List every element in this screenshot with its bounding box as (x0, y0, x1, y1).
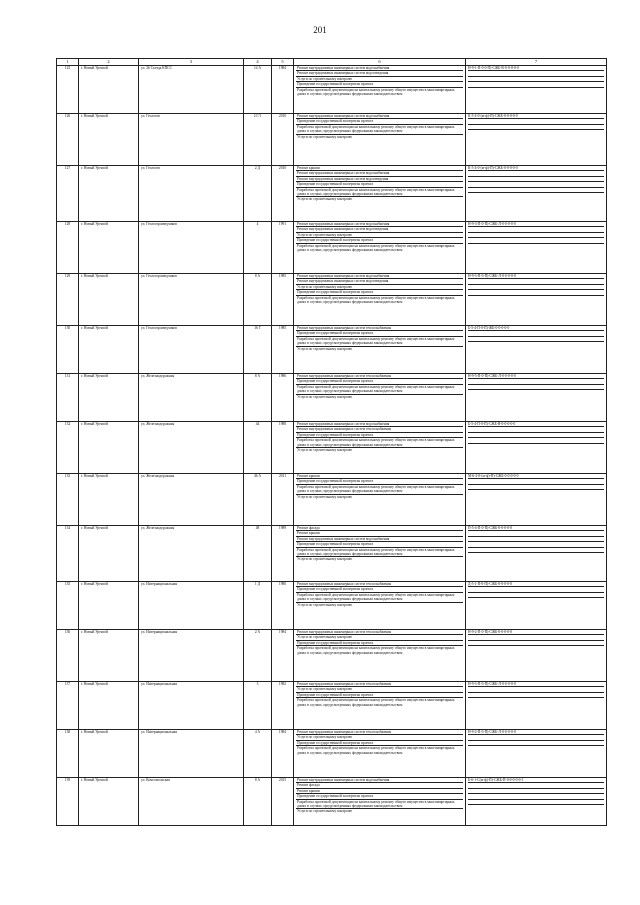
work-item: Проведение государственной экспертизы проекта (296, 542, 463, 547)
row-code-cell (468, 130, 604, 134)
work-item: Услуги по строительному контролю (296, 687, 463, 692)
row-street: ул. Интернациональная (139, 630, 244, 682)
work-item: Проведение государственной экспертизы проекта (296, 119, 463, 124)
row-code-cell (468, 88, 604, 92)
row-street: ул. Железнодорожная (139, 422, 244, 474)
row-code-value: Н-9-3-П-0-П)-СЖБ-Л-0-0-0-0-0 (468, 222, 604, 227)
row-city: г. Новый Уренгой (79, 682, 139, 730)
row-code (466, 730, 607, 778)
header-col-1: 1 (57, 59, 79, 66)
row-code-cell (468, 698, 604, 702)
work-item: Ремонт внутридомовых инженерных систем теплоснабжения (296, 730, 463, 735)
row-number: 133 (57, 474, 79, 526)
table-row (57, 274, 607, 326)
row-street: ул. Геологоразведчиков (139, 326, 244, 374)
row-street: ул. Геологов (139, 114, 244, 166)
row-city: г. Новый Уренгой (79, 222, 139, 274)
row-house: 48 (244, 526, 272, 582)
row-code (466, 630, 607, 682)
table-row (57, 222, 607, 274)
row-code-cell (468, 490, 604, 494)
work-item: Проведение государственной экспертизы проекта (296, 433, 463, 438)
work-item: Услуги по строительному контролю (297, 557, 353, 562)
row-city: г. Новый Уренгой (79, 422, 139, 474)
work-item: Ремонт внутридомовых инженерных систем водоотведения (296, 177, 463, 182)
row-code-value: К-5-4-0-(м-ф)-П)-СЖБ-0-0-0-0-0 (468, 114, 604, 119)
row-works (294, 222, 466, 274)
row-number: 134 (57, 526, 79, 582)
table-row (57, 526, 607, 582)
row-code (466, 222, 607, 274)
work-item: Ремонт внутридомовых инженерных систем водоснабжения (296, 778, 463, 783)
row-number: 138 (57, 730, 79, 778)
work-item: Проведение государственной экспертизы проекта (296, 82, 463, 87)
table-row (57, 730, 607, 778)
row-number: 128 (57, 222, 79, 274)
row-city: г. Новый Уренгой (79, 582, 139, 630)
table-row (57, 66, 607, 114)
work-item: Услуги по строительному контролю (296, 285, 463, 290)
row-city: г. Новый Уренгой (79, 474, 139, 526)
row-street: ул. Геологоразведчиков (139, 222, 244, 274)
work-item: Ремонт внутридомовых инженерных систем водоснабжения (296, 114, 463, 119)
row-house: 46 А (244, 474, 272, 526)
row-street: ул. Интернациональная (139, 730, 244, 778)
header-col-2: 2 (79, 59, 139, 66)
table-row (57, 166, 607, 222)
work-item: Ремонт фасада (296, 783, 463, 788)
row-works (294, 422, 466, 474)
row-year: 1985 (272, 326, 294, 374)
work-item: Проведение государственной экспертизы проекта (296, 331, 463, 336)
row-city: г. Новый Уренгой (79, 778, 139, 826)
row-city: г. Новый Уренгой (79, 630, 139, 682)
header-col-7: 7 (466, 59, 607, 66)
work-item: Услуги по строительному контролю (297, 448, 353, 453)
work-item: Разработка проектной документации на капитальному ремонту общего имущества в многоквартирных домах в случаях, предусмотренных федеральным законодательством (297, 243, 455, 253)
row-year: 1982 (272, 682, 294, 730)
work-item: Ремонт фасада (296, 526, 463, 531)
row-works (294, 526, 466, 582)
work-item: Ремонт внутридомовых инженерных систем теплоснабжения (296, 427, 463, 432)
row-street: ул. Железнодорожная (139, 474, 244, 526)
row-code (466, 114, 607, 166)
row-number: 137 (57, 682, 79, 730)
row-house: 16 Г (244, 326, 272, 374)
row-code-value: Б-5-4-П-0-П)-ЖБ-0-0-0-0-0 (468, 326, 604, 331)
row-house: 4 (244, 222, 272, 274)
row-number: 126 (57, 114, 79, 166)
row-city: г. Новый Уренгой (79, 730, 139, 778)
row-house: 3 (244, 682, 272, 730)
work-item: Услуги по строительному контролю (297, 134, 353, 139)
work-item: Ремонт крыши (296, 789, 463, 794)
work-item: Услуги по строительному контролю (296, 635, 463, 640)
row-code-cell (468, 193, 604, 197)
work-item: Ремонт внутридомовых инженерных систем водоснабжения (296, 274, 463, 279)
work-item: Разработка проектной документации на капитальному ремонту общего имущества в многоквартирных домах в случаях, предусмотренных федеральным законодательством (296, 548, 463, 558)
row-works (294, 374, 466, 422)
row-number: 130 (57, 326, 79, 374)
row-code-cell (468, 444, 604, 448)
row-city: г. Новый Уренгой (79, 274, 139, 326)
row-works (294, 582, 466, 630)
row-code (466, 526, 607, 582)
work-item: Услуги по строительному контролю (297, 494, 353, 499)
work-item: Ремонт внутридомовых инженерных систем водоснабжения (296, 171, 463, 176)
table-row (57, 778, 607, 826)
work-item: Услуги по строительному контролю (296, 233, 463, 238)
row-code-cell (468, 646, 604, 650)
work-item: Разработка проектной документации на капитальному ремонту общего имущества в многоквартирных домах в случаях, предусмотренных федеральным законодательством (296, 188, 463, 198)
work-item: Проведение государственной экспертизы проекта (296, 587, 463, 592)
row-house: 44 (244, 422, 272, 474)
work-item: Ремонт крыши (296, 166, 463, 171)
row-code (466, 474, 607, 526)
page-number: 201 (313, 25, 327, 35)
row-year: 1986 (272, 374, 294, 422)
row-number: 139 (57, 778, 79, 826)
row-city: г. Новый Уренгой (79, 526, 139, 582)
row-house: 4 А (244, 730, 272, 778)
work-item: Проведение государственной экспертизы проекта (296, 741, 463, 746)
row-street: ул. 26 Съезда КПСС (139, 66, 244, 114)
row-house: 8 А (244, 274, 272, 326)
table-row (57, 326, 607, 374)
row-code-cell (468, 598, 604, 602)
work-item: Ремонт внутридомовых инженерных систем теплоснабжения (296, 374, 463, 379)
work-item: Ремонт крыши (296, 474, 463, 479)
row-street: ул. Комсомольская (139, 778, 244, 826)
header-col-3: 3 (139, 59, 244, 66)
work-item: Разработка проектной документации на капитальному ремонту общего имущества в многоквартирных домах в случаях, предусмотренных федеральным законодательством (296, 337, 463, 347)
table-row (57, 582, 607, 630)
row-code-value: Н-9-5-П-0-П)-СЖБ-Л-0-0-0-0-0 (468, 374, 604, 379)
row-year: 1980 (272, 582, 294, 630)
row-works (294, 66, 466, 114)
row-house: 2 Д (244, 166, 272, 222)
row-house: 2 А (244, 630, 272, 682)
work-item: Ремонт внутридомовых инженерных систем водоснабжения (296, 66, 463, 71)
row-code (466, 374, 607, 422)
row-year: 1991 (272, 222, 294, 274)
row-code-value: Б-5-4-П-0-П)-СЖБ-В-0-0-0-0-0 (468, 422, 604, 427)
row-year: 1985 (272, 274, 294, 326)
work-item: Проведение государственной экспертизы проекта (296, 379, 463, 384)
row-street: ул. Геологов (139, 166, 244, 222)
work-item: Ремонт внутридомовых инженерных систем теплоснабжения (296, 630, 463, 635)
row-code-value: Н-9-3-П-0-П)-СЖБ-Л-0-0-0-0-0 (468, 682, 604, 687)
work-item: Проведение государственной экспертизы проекта (296, 290, 463, 295)
work-item: Ремонт внутридомовых инженерных систем водоотведения (296, 227, 463, 232)
work-item: Проведение государственной экспертизы проекта (296, 238, 463, 243)
row-code (466, 274, 607, 326)
row-code (466, 66, 607, 114)
work-item: Разработка проектной документации на капитальному ремонту общего имущества в многоквартирных домах в случаях, предусмотренных федеральным законодательством (297, 295, 455, 305)
work-item: Проведение государственной экспертизы проекта (296, 794, 463, 799)
row-code-value: Н-9-2-П-0-П)-СЖБ-Л-0-0-0-0-0 (468, 730, 604, 735)
row-code (466, 422, 607, 474)
table-row (57, 374, 607, 422)
table-row (57, 422, 607, 474)
work-item: Разработка проектной документации на капитальному ремонту общего имущества в многоквартирных домах в случаях, предусмотренных федеральным законодательством (296, 800, 463, 810)
work-item: Услуги по строительному контролю (296, 735, 463, 740)
row-code (466, 778, 607, 826)
work-item: Услуги по строительному контролю (297, 346, 353, 351)
work-item: Разработка проектной документации на капитальному ремонту общего имущества в многоквартирных домах в случаях, предусмотренных федеральным законодательством (297, 87, 455, 97)
work-item: Услуги по строительному контролю (296, 77, 463, 82)
work-item: Услуги по строительному контролю (297, 394, 353, 399)
row-code-value: Б-6-1-С(м-ф)-П)-СЖБ-П-0-0-0-0-0-1 (468, 778, 604, 783)
work-item: Проведение государственной экспертизы проекта (296, 479, 463, 484)
work-item: Услуги по строительному контролю (297, 809, 353, 814)
row-code-cell (468, 805, 604, 809)
row-number: 136 (57, 630, 79, 682)
work-item: Разработка проектной документации на капитальному ремонту общего имущества в многоквартирных домах в случаях, предусмотренных федеральным законодательством (297, 646, 455, 655)
row-code-value: Н-9-2-П-0-П)-СЖБ-0-0-0-0-0 (468, 630, 604, 635)
work-item: Услуги по строительному контролю (297, 602, 353, 607)
row-code (466, 682, 607, 730)
work-item: Разработка проектной документации на капитальному ремонту общего имущества в многоквартирных домах в случаях, предусмотренных федеральным законодательством (296, 485, 463, 495)
row-works (294, 730, 466, 778)
row-code-cell (468, 342, 604, 346)
row-code-value: Н-9-1-П-0-0-П)-СЖБ-В-0-0-0-0-0 (468, 66, 604, 71)
row-number: 129 (57, 274, 79, 326)
work-item: Проведение государственной экспертизы проекта (296, 182, 463, 187)
row-works (294, 682, 466, 730)
row-code (466, 326, 607, 374)
row-house: 8 А (244, 374, 272, 422)
row-year: 2011 (272, 474, 294, 526)
row-code-cell (468, 244, 604, 248)
row-number: 131 (57, 374, 79, 422)
registry-table (56, 58, 607, 826)
row-city: г. Новый Уренгой (79, 166, 139, 222)
work-item: Ремонт внутридомовых инженерных систем водоотведения (296, 279, 463, 284)
row-code-cell (468, 553, 604, 557)
header-row (57, 59, 607, 66)
table-row (57, 682, 607, 730)
row-house: 8 А (244, 778, 272, 826)
row-year: 1984 (272, 630, 294, 682)
row-street: ул. Геологоразведчиков (139, 274, 244, 326)
work-item: Ремонт внутридомовых инженерных систем водоснабжения (296, 537, 463, 542)
row-code-cell (468, 296, 604, 300)
row-code-value: М-6-2-0-(м-ф)-П)-СЖБ-0-0-0-0-0 (468, 474, 604, 479)
row-street: ул. Интернациональная (139, 582, 244, 630)
row-house: 1 Д (244, 582, 272, 630)
work-item: Ремонт внутридомовых инженерных систем водоотведения (296, 71, 463, 76)
work-item: Ремонт внутридомовых инженерных систем теплоснабжения (296, 682, 463, 687)
work-item: Разработка проектной документации на капитальному ремонту общего имущества в многоквартирных домах в случаях, предусмотренных федеральным законодательством (296, 125, 463, 135)
row-house: 2 Г/1 (244, 114, 272, 166)
row-code-value: П-5-4-П-0-П)-СЖБ-0-0-0-0-0 (468, 526, 604, 531)
row-year: 2010 (272, 166, 294, 222)
work-item: Ремонт внутридомовых инженерных систем теплоснабжения (296, 582, 463, 587)
work-item: Проведение государственной экспертизы проекта (296, 641, 463, 646)
table-row (57, 474, 607, 526)
row-street: ул. Железнодорожная (139, 374, 244, 422)
row-works (294, 166, 466, 222)
row-street: ул. Интернациональная (139, 682, 244, 730)
row-code-value: Д-5-1-П-0-П)-СЖБ-0-0-0-0-0 (468, 582, 604, 587)
row-works (294, 326, 466, 374)
row-code-cell (468, 746, 604, 750)
row-year: 1984 (272, 66, 294, 114)
work-item: Разработка проектной документации на капитальному ремонту общего имущества в многоквартирных домах в случаях, предусмотренных федеральным законодательством (297, 698, 455, 707)
row-city: г. Новый Уренгой (79, 374, 139, 422)
header-col-6: 6 (294, 59, 466, 66)
row-number: 132 (57, 422, 79, 474)
row-code-value: К-5-4-0-(м-ф)-П)-СЖБ-0-0-0-0-0 (468, 166, 604, 171)
row-number: 127 (57, 166, 79, 222)
work-item: Разработка проектной документации на капитальному ремонту общего имущества в многоквартирных домах в случаях, предусмотренных федеральным законодательством (297, 746, 455, 755)
row-year: 1988 (272, 422, 294, 474)
row-works (294, 274, 466, 326)
registry-body (57, 66, 607, 826)
row-year: 1984 (272, 730, 294, 778)
row-works (294, 630, 466, 682)
table-row (57, 630, 607, 682)
row-city: г. Новый Уренгой (79, 66, 139, 114)
row-works (294, 114, 466, 166)
row-code (466, 582, 607, 630)
work-item: Ремонт внутридомовых инженерных систем водоснабжения (296, 222, 463, 227)
row-code-cell (468, 390, 604, 394)
row-code (466, 166, 607, 222)
work-item: Ремонт внутридомовых инженерных систем теплоснабжения (296, 326, 463, 331)
row-number: 135 (57, 582, 79, 630)
row-works (294, 474, 466, 526)
row-number: 125 (57, 66, 79, 114)
work-item: Разработка проектной документации на капитальному ремонту общего имущества в многоквартирных домах в случаях, предусмотренных федеральным законодательством (296, 438, 463, 448)
row-year: 1989 (272, 526, 294, 582)
header-col-5: 5 (272, 59, 294, 66)
row-city: г. Новый Уренгой (79, 114, 139, 166)
row-code-value: Н-9-3-П-0-П)-СЖБ-Л-0-0-0-0-0 (468, 274, 604, 279)
row-year: 2015 (272, 778, 294, 826)
row-street: ул. Железнодорожная (139, 526, 244, 582)
work-item: Ремонт крыши (296, 531, 463, 536)
row-city: г. Новый Уренгой (79, 326, 139, 374)
header-col-4: 4 (244, 59, 272, 66)
row-house: 14 А (244, 66, 272, 114)
work-item: Разработка проектной документации на капитальному ремонту общего имущества в многоквартирных домах в случаях, предусмотренных федеральным законодательством (296, 593, 463, 603)
work-item: Проведение государственной экспертизы проекта (296, 693, 463, 698)
row-year: 2010 (272, 114, 294, 166)
work-item: Разработка проектной документации на капитальному ремонту общего имущества в многоквартирных домах в случаях, предусмотренных федеральным законодательством (296, 385, 463, 395)
work-item: Услуги по строительному контролю (297, 197, 353, 202)
row-works (294, 778, 466, 826)
work-item: Ремонт внутридомовых инженерных систем водоснабжения (296, 422, 463, 427)
table-row (57, 114, 607, 166)
